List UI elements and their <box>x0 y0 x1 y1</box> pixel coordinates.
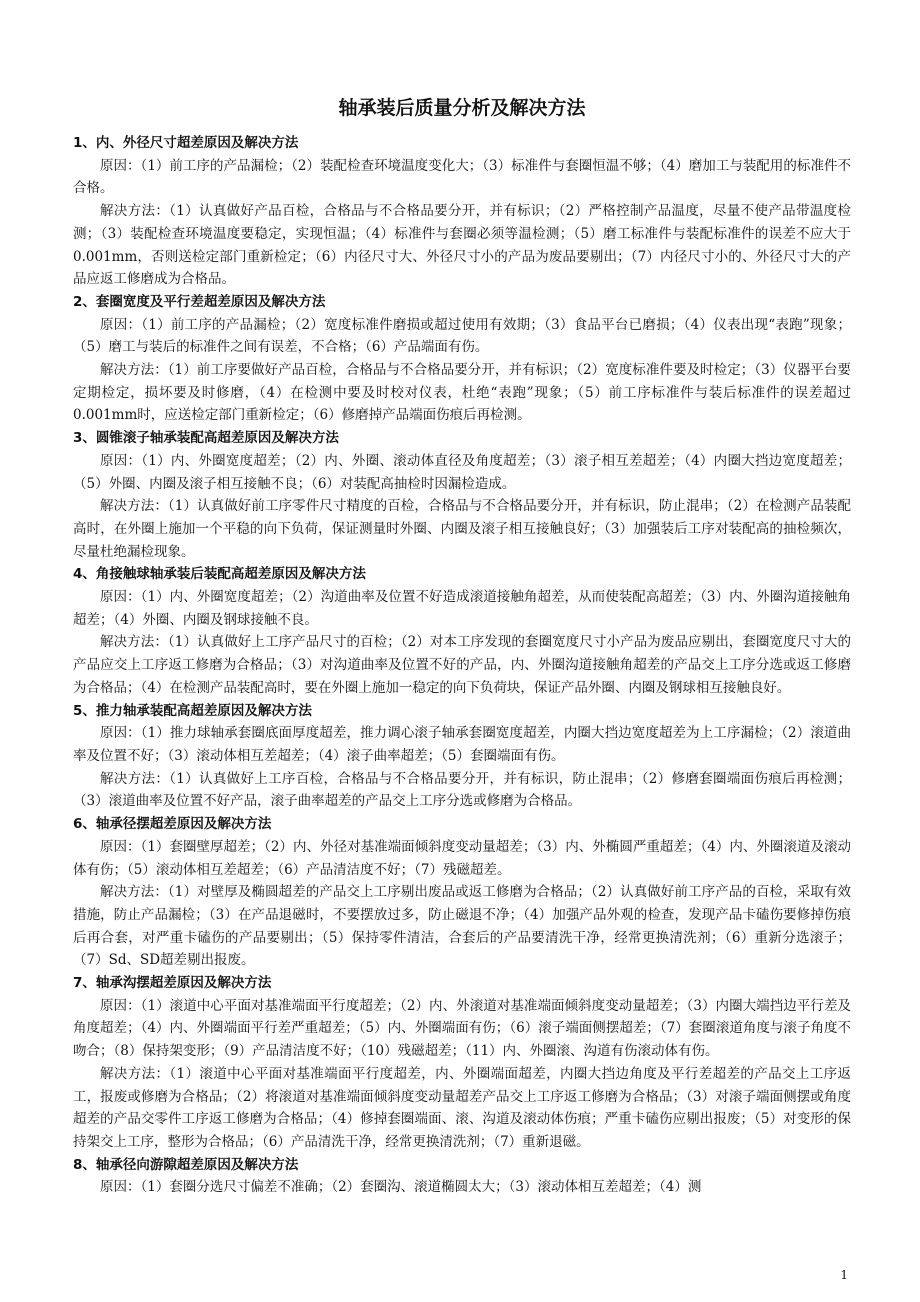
section-paragraph: 原因：（1）前工序的产品漏检；（2）装配检查环境温度变化大；（3）标准件与套圈恒温不够；（4）磨加工与装配用的标准件不合格。 <box>73 157 851 197</box>
section-paragraph: 原因：（1）滚道中心平面对基准端面平行度超差；（2）内、外滚道对基准端面倾斜度变动量超差；（3）内圈大端挡边平行差及角度超差；（4）内、外圈端面平行差严重超差；（5）内、外圈端面有伤；（6）滚子端面侧摆超差；（7）套圈滚道角度与滚子角度不吻合；（8）保持架变形；（9）产品清洁度不好；（10）残磁超差；（11）内、外圈滚、沟道有伤滚动体有伤。 <box>73 997 851 1060</box>
section-paragraph: 原因：（1）推力球轴承套圈底面厚度超差，推力调心滚子轴承套圈宽度超差，内圈大挡边宽度超差为上工序漏检；（2）滚道曲率及位置不好；（3）滚动体相互差超差；（4）滚子曲率超差；（5）套圈端面有伤。 <box>73 725 851 764</box>
section-paragraph: 解决方法：（1）认真做好上工序百检，合格品与不合格品要分开，并有标识，防止混串；（2）修磨套圈端面伤痕后再检测；（3）滚道曲率及位置不好产品，滚子曲率超差的产品交上工序分选或修磨为合格品。 <box>73 770 851 810</box>
section-heading: 5、推力轴承装配高超差原因及解决方法 <box>73 702 312 719</box>
section-paragraph: 原因：（1）内、外圈宽度超差；（2）内、外圈、滚动体直径及角度超差；（3）滚子相互差超差；（4）内圈大挡边宽度超差；（5）外圈、内圈及滚子相互接触不良；（6）对装配高抽检时因漏检造成。 <box>73 452 851 492</box>
section-paragraph: 原因：（1）套圈壁厚超差；（2）内、外径对基准端面倾斜度变动量超差；（3）内、外椭圆严重超差；（4）内、外圈滚道及滚动体有伤；（5）滚动体相互差超差；（6）产品清洁度不好；（7）残磁超差。 <box>73 838 851 878</box>
page-number: 1 <box>840 1268 848 1282</box>
document-page <box>73 0 851 1199</box>
section-paragraph: 解决方法：（1）滚道中心平面对基准端面平行度超差，内、外圈端面超差，内圈大挡边角度及平行差超差的产品交上工序返工，报废或修磨为合格品；（2）将滚道对基准端面倾斜度变动量超差产品交上工序返工修磨为合格品；（3）对滚子端面侧摆或角度超差的产品交零件工序返工修磨为合格品；（4）修掉套圈端面、滚、沟道及滚动体伤痕；严重卡磕伤应剔出报废；（5）对变形的保持架交上工序，整形为合格品；（6）产品清洗干净，经常更换清洗剂；（7）重新退磁。 <box>73 1065 851 1150</box>
section-heading: 4、角接触球轴承装后装配高超差原因及解决方法 <box>73 566 366 583</box>
section-8 <box>73 1154 851 1199</box>
section-paragraph: 解决方法：（1）对壁厚及椭圆超差的产品交上工序剔出废品或返工修磨为合格品；（2）认真做好前工序产品的百检，采取有效措施，防止产品漏检；（3）在产品退磁时，不要摆放过多，防止磁退不净；（4）加强产品外观的检查，发现产品卡磕伤要修掉伤痕后再合套，对严重卡磕伤的产品要剔出；（5）保持零件清洁，合套后的产品要清洗干净，经常更换清洗剂；（6）重新分选滚子；（7）Sd、SD超差剔出报废。 <box>73 884 851 969</box>
section-4 <box>73 563 851 699</box>
section-heading: 2、套圈宽度及平行差超差原因及解决方法 <box>73 293 326 310</box>
section-paragraph: 解决方法：（1）认真做好前工序零件尺寸精度的百检，合格品与不合格品要分开，并有标识，防止混串；（2）在检测产品装配高时，在外圈上施加一个平稳的向下负荷，保证测量时外圈、内圈及滚子相互接触良好；（3）加强装后工序对装配高的抽检频次，尽量杜绝漏检现象。 <box>73 498 851 560</box>
section-paragraph: 解决方法：（1）前工序要做好产品百检，合格品与不合格品要分开，并有标识；（2）宽度标准件要及时检定；（3）仪器平台要定期检定，损坏要及时修磨，（4）在检测中要及时校对仪表，杜绝“表跑”现象；（5）前工序标准件与装后标准件的误差超过0.001mm时，应送检定部门重新检定；（6）修磨掉产品端面伤痕后再检测。 <box>73 362 851 424</box>
section-heading: 8、轴承径向游隙超差原因及解决方法 <box>73 1156 299 1173</box>
section-paragraph: 解决方法：（1）认真做好产品百检，合格品与不合格品要分开，并有标识；（2）严格控制产品温度，尽量不使产品带温度检测；（3）装配检查环境温度要稳定，实现恒温；（4）标准件与套圈必须等温检测；（5）磨工标准件与装配标准件的误差不应大于0.001mm，否则送检定部门重新检定；（6）内径尺寸大、外径尺寸小的产品为废品要剔出；（7）内径尺寸小的、外径尺寸大的产品应返工修磨成为合格品。 <box>73 203 851 288</box>
section-heading: 7、轴承沟摆超差原因及解决方法 <box>73 975 272 992</box>
section-6 <box>73 813 851 972</box>
section-heading: 3、圆锥滚子轴承装配高超差原因及解决方法 <box>73 430 339 447</box>
document-title: 轴承装后质量分析及解决方法 <box>338 97 586 119</box>
section-paragraph: 解决方法：（1）认真做好上工序产品尺寸的百检；（2）对本工序发现的套圈宽度尺寸小产品为废品应剔出，套圈宽度尺寸大的产品应交上工序返工修磨为合格品；（3）对沟道曲率及位置不好的产品，内、外圈沟道接触角超差的产品交上工序分选或返工修磨为合格品；（4）在检测产品装配高时，要在外圈上施加一稳定的向下负荷块，保证产品外圈、内圈及钢球相互接触良好。 <box>73 634 851 696</box>
section-heading: 1、内、外径尺寸超差原因及解决方法 <box>73 135 299 151</box>
section-5 <box>73 700 851 814</box>
section-paragraph: 原因：（1）套圈分选尺寸偏差不准确；（2）套圈沟、滚道椭圆太大；（3）滚动体相互差超差；（4）测 <box>100 1179 702 1196</box>
section-paragraph: 原因：（1）前工序的产品漏检；（2）宽度标准件磨损或超过使用有效期；（3）食品平台已磨损；（4）仪表出现“表跑”现象；（5）磨工与装后的标准件之间有误差，不合格；（6）产品端面有伤。 <box>73 316 851 356</box>
section-2 <box>73 291 851 427</box>
section-7 <box>73 972 851 1154</box>
section-paragraph: 原因：（1）内、外圈宽度超差；（2）沟道曲率及位置不好造成滚道接触角超差，从而使装配高超差；（3）内、外圈沟道接触角超差；（4）外圈、内圈及钢球接触不良。 <box>73 589 851 628</box>
section-heading: 6、轴承径摆超差原因及解决方法 <box>73 816 272 833</box>
section-1 <box>73 132 851 291</box>
section-3 <box>73 427 851 563</box>
